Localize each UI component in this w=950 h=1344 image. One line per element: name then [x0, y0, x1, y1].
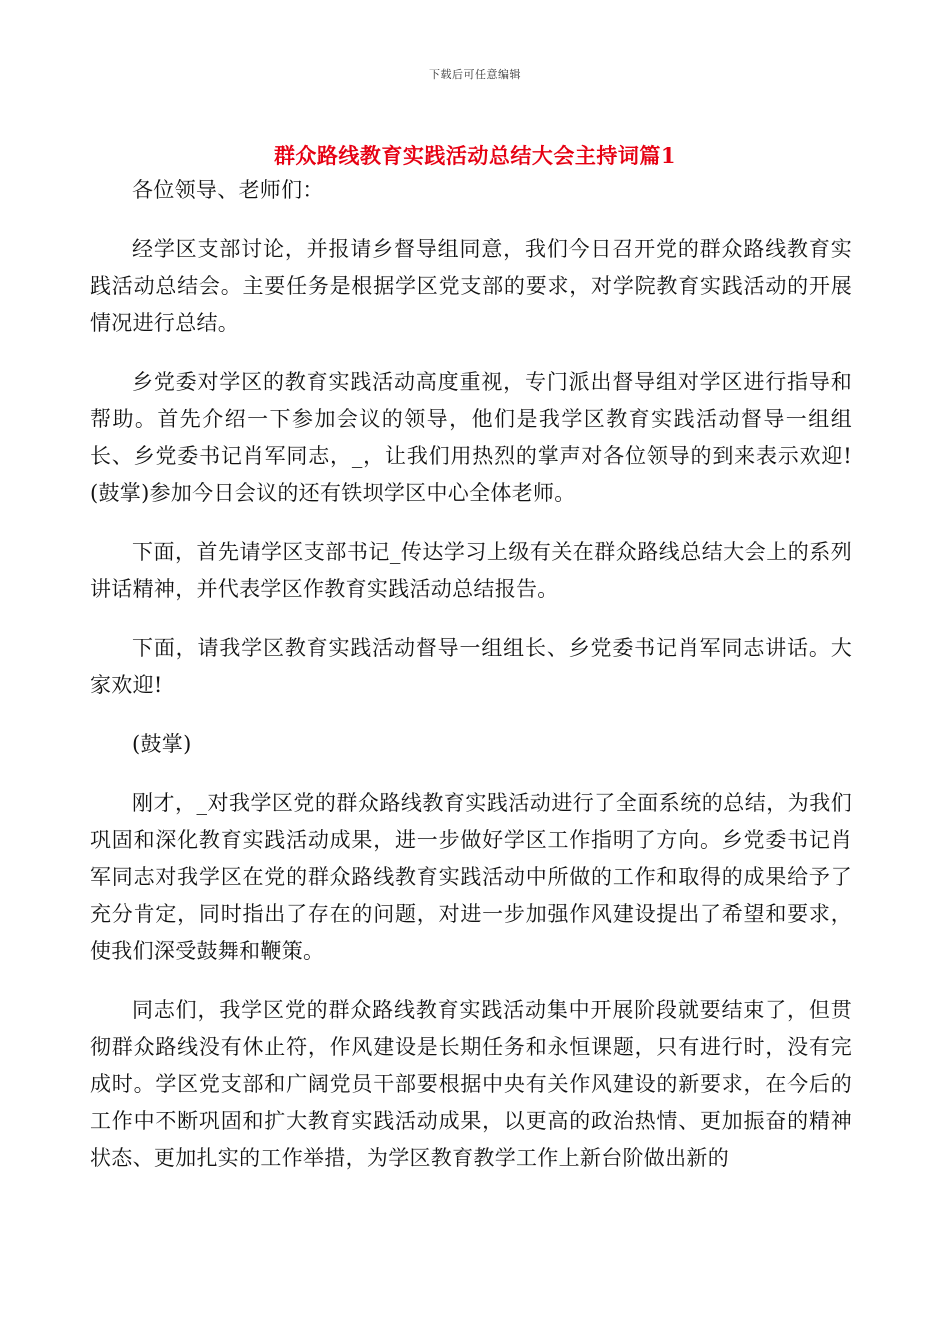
- paragraph: 同志们，我学区党的群众路线教育实践活动集中开展阶段就要结束了，但贯彻群众路线没有休止符，作风建设是长期任务和永恒课题，只有进行时，没有完成时。学区党支部和广阔党员干部要根据中央有关作风建设的新要求，在今后的工作中不断巩固和扩大教育实践活动成果，以更高的政治热情、更加振奋的精神状态、更加扎实的工作举措，为学区教育教学工作上新台阶做出新的: [90, 998, 852, 1170]
- paragraph: 下面，首先请学区支部书记_传达学习上级有关在群众路线总结大会上的系列讲话精神，并代表学区作教育实践活动总结报告。: [90, 540, 852, 601]
- document-body: [90, 172, 852, 1199]
- paragraph: (鼓掌): [132, 732, 192, 756]
- paragraph: 刚才，_对我学区党的群众路线教育实践活动进行了全面系统的总结，为我们巩固和深化教育实践活动成果，进一步做好学区工作指明了方向。乡党委书记肖军同志对我学区在党的群众路线教育实践活动中所做的工作和取得的成果给予了充分肯定，同时指出了存在的问题，对进一步加强作风建设提出了希望和要求，使我们深受鼓舞和鞭策。: [90, 791, 852, 963]
- document-title: 群众路线教育实践活动总结大会主持词篇1: [273, 143, 677, 168]
- paragraph-salutation: 各位领导、老师们：: [132, 178, 324, 202]
- paragraph: 经学区支部讨论，并报请乡督导组同意，我们今日召开党的群众路线教育实践活动总结会。主要任务是根据学区党支部的要求，对学院教育实践活动的开展情况进行总结。: [90, 237, 852, 335]
- header-note: 下载后可任意编辑: [429, 68, 521, 81]
- paragraph: 乡党委对学区的教育实践活动高度重视，专门派出督导组对学区进行指导和帮助。首先介绍一下参加会议的领导，他们是我学区教育实践活动督导一组组长、乡党委书记肖军同志，_，让我们用热烈的掌声对各位领导的到来表示欢迎!(鼓掌)参加今日会议的还有铁坝学区中心全体老师。: [90, 370, 852, 505]
- paragraph: 下面，请我学区教育实践活动督导一组组长、乡党委书记肖军同志讲话。大家欢迎!: [90, 636, 852, 697]
